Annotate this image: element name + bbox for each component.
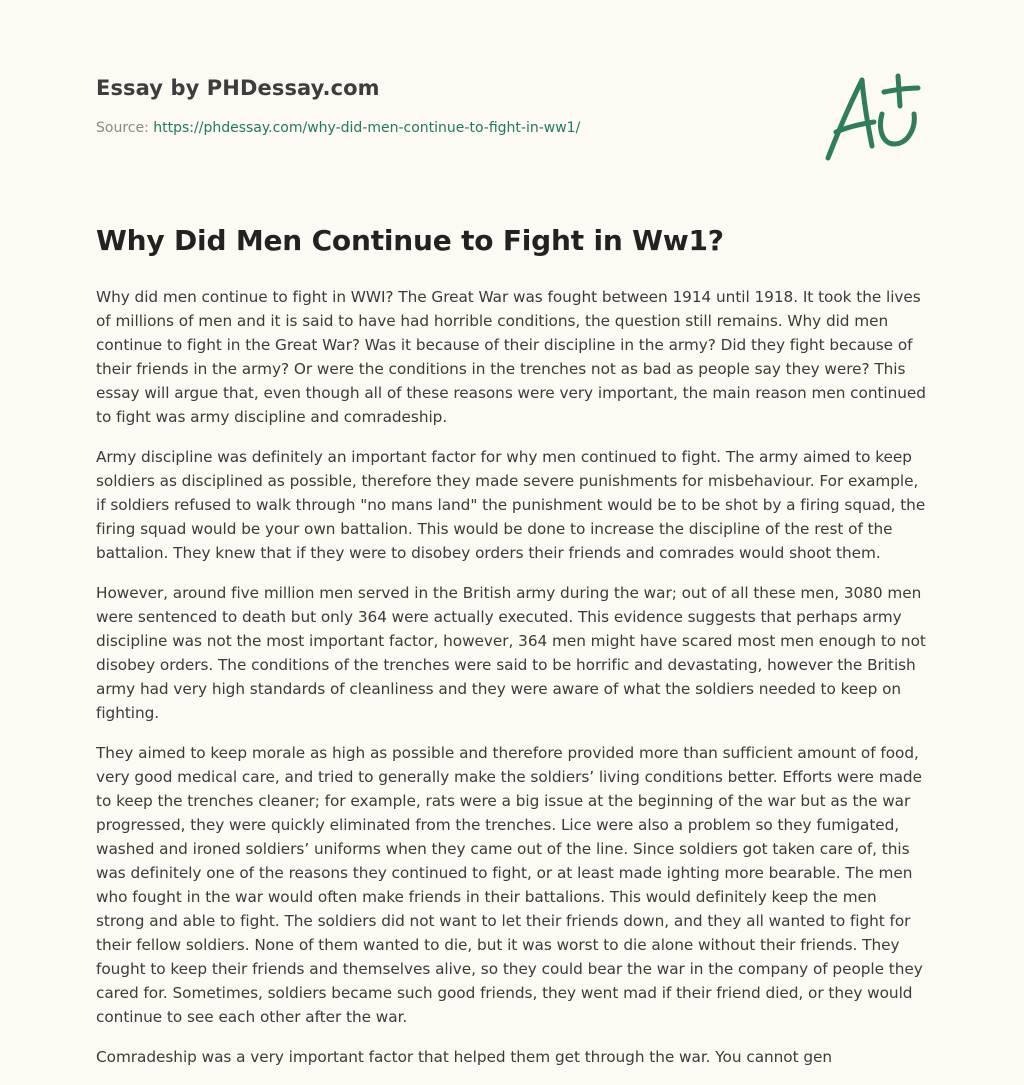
paragraph-3: However, around five million men served in the British army during the war; out of all these men, 3080 men were sentenced to death but only 364 were actually executed. This evidence suggests that perhaps army discipline was not the most important factor, however, 364 men might have scared most men enough to not disobey orders. The conditions of the trenches were said to be horrific and devastating, however the British army had very high standards of cleanliness and they were aware of what the soldiers needed to keep on fighting.	[96, 584, 926, 722]
source-link[interactable]: https://phdessay.com/why-did-men-continue-to-fight-in-ww1/	[153, 120, 581, 136]
paragraph-2: Army discipline was definitely an important factor for why men continued to fight. The army aimed to keep soldiers as disciplined as possible, therefore they made severe punishments for misbehaviour. For example, if soldiers refused to walk through "no mans land" the punishment would be to be shot by a firing squad, the firing squad would be your own battalion. This would be done to increase the discipline of the rest of the battalion. They knew that if they were to disobey orders their friends and comrades would shoot them.	[96, 448, 926, 562]
paragraph-1: Why did men continue to fight in WWI? The Great War was fought between 1914 until 1918. It took the lives of millions of men and it is said to have had horrible conditions, the question still remains. Why did men continue to fight in the Great War? Was it because of their discipline in the army? Did they fight because of their friends in the army? Or were the conditions in the trenches not as bad as people say they were? This essay will argue that, even though all of these reasons were very important, the main reason men continued to fight was army discipline and comradeship.	[96, 288, 926, 426]
a-plus-logo	[820, 66, 930, 166]
paragraph-4: They aimed to keep morale as high as possible and therefore provided more than sufficient amount of food, very good medical care, and tried to generally make the soldiers’ living conditions better. Efforts were made to keep the trenches cleaner; for example, rats were a big issue at the beginning of the war but as the war progressed, they were quickly eliminated from the trenches. Lice were also a problem so they fumigated, washed and ironed soldiers’ uniforms when they came out of the line. Since soldiers got taken care of, this was definitely one of the reasons they continued to fight, or at least made ighting more bearable. The men who fought in the war would often make friends in their battalions. This would definitely keep the men strong and able to fight. The soldiers did not want to let their friends down, and they all wanted to fight for their fellow soldiers. None of them wanted to die, but it was worst to die alone without their friends. They fought to keep their friends and themselves alive, so they could bear the war in the company of people they cared for. Sometimes, soldiers became such good friends, they went mad if their friend died, or they would continue to see each other after the war.	[96, 744, 923, 1026]
a-plus-logo-icon	[820, 66, 930, 166]
essay-body	[96, 285, 928, 1085]
site-brand: Essay by PHDessay.com	[96, 76, 380, 100]
essay-title: Why Did Men Continue to Fight in Ww1?	[96, 224, 724, 257]
paragraph-5: Comradeship was a very important factor that helped them get through the war. You cannot gen	[96, 1048, 833, 1066]
page-header	[96, 72, 796, 136]
source-line	[96, 120, 796, 136]
source-label: Source:	[96, 120, 154, 136]
